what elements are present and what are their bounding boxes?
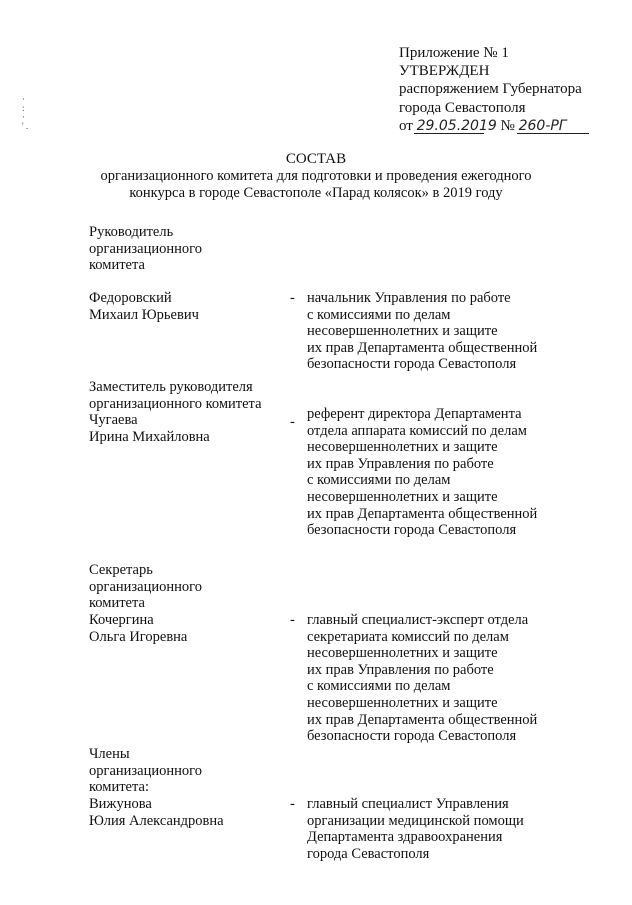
- member-position-vizhunova: главный специалист Управления организации медицинской помощи Департамента здравоохранения города Севастополя: [307, 796, 524, 862]
- role-heading-members: Члены организационного комитета:: [89, 746, 202, 796]
- member-name-vizhunova: Вижунова Юлия Александровна: [89, 796, 224, 829]
- number-underline: [517, 133, 589, 134]
- number-prefix: №: [500, 117, 515, 134]
- member-position-chugaeva: референт директора Департамента отдела аппарата комиссий по делам несовершеннолетних и защите их прав Управления по работе с комиссиями по делам несовершеннолетних и защите их прав Департамента общественной безопасности города Севастополя: [307, 406, 538, 539]
- member-position-kochergina: главный специалист-эксперт отдела секретариата комиссий по делам несовершеннолетних и защите их прав Управления по работе с комиссиями по делам несовершеннолетних и защите их прав Департамента общественной безопасности города Севастополя: [307, 612, 538, 745]
- handwritten-date: 29.05.2019: [416, 117, 497, 134]
- approved-by-line-1: распоряжением Губернатора: [399, 81, 582, 98]
- date-underline: [414, 133, 484, 134]
- separator-dash: -: [290, 796, 295, 812]
- approval-stamp-block: [399, 44, 582, 135]
- separator-dash: -: [290, 414, 295, 430]
- document-heading: СОСТАВ: [285, 151, 347, 167]
- handwritten-number: 260-РГ: [518, 117, 567, 134]
- date-number-line: [399, 117, 582, 135]
- document-subtitle-line-1: организационного комитета для подготовки и проведения ежегодного: [100, 168, 532, 184]
- role-heading-deputy: Заместитель руководителя организационного комитета: [89, 379, 262, 412]
- member-name-kochergina: Кочергина Ольга Игоревна: [89, 612, 188, 645]
- date-prefix: от: [399, 117, 413, 134]
- appendix-label: Приложение № 1: [399, 45, 509, 61]
- member-name-chugaeva: Чугаева Ирина Михайловна: [89, 412, 210, 445]
- member-name-fedorovsky: Федоровский Михаил Юрьевич: [89, 290, 199, 323]
- member-position-fedorovsky: начальник Управления по работе с комиссиями по делам несовершеннолетних и защите их прав Департамента общественной безопасности города Севастополя: [307, 290, 538, 373]
- separator-dash: -: [290, 290, 295, 306]
- document-subtitle-line-2: конкурса в городе Севастополе «Парад колясок» в 2019 году: [129, 185, 503, 201]
- scan-margin-marks: · : · ' .: [22, 94, 29, 131]
- separator-dash: -: [290, 612, 295, 628]
- role-heading-secretary: Секретарь организационного комитета: [89, 562, 202, 612]
- document-title-block: [0, 150, 632, 202]
- role-heading-head: Руководитель организационного комитета: [89, 224, 202, 274]
- approved-label: УТВЕРЖДЕН: [399, 63, 490, 80]
- approved-by-line-2: города Севастополя: [399, 99, 526, 116]
